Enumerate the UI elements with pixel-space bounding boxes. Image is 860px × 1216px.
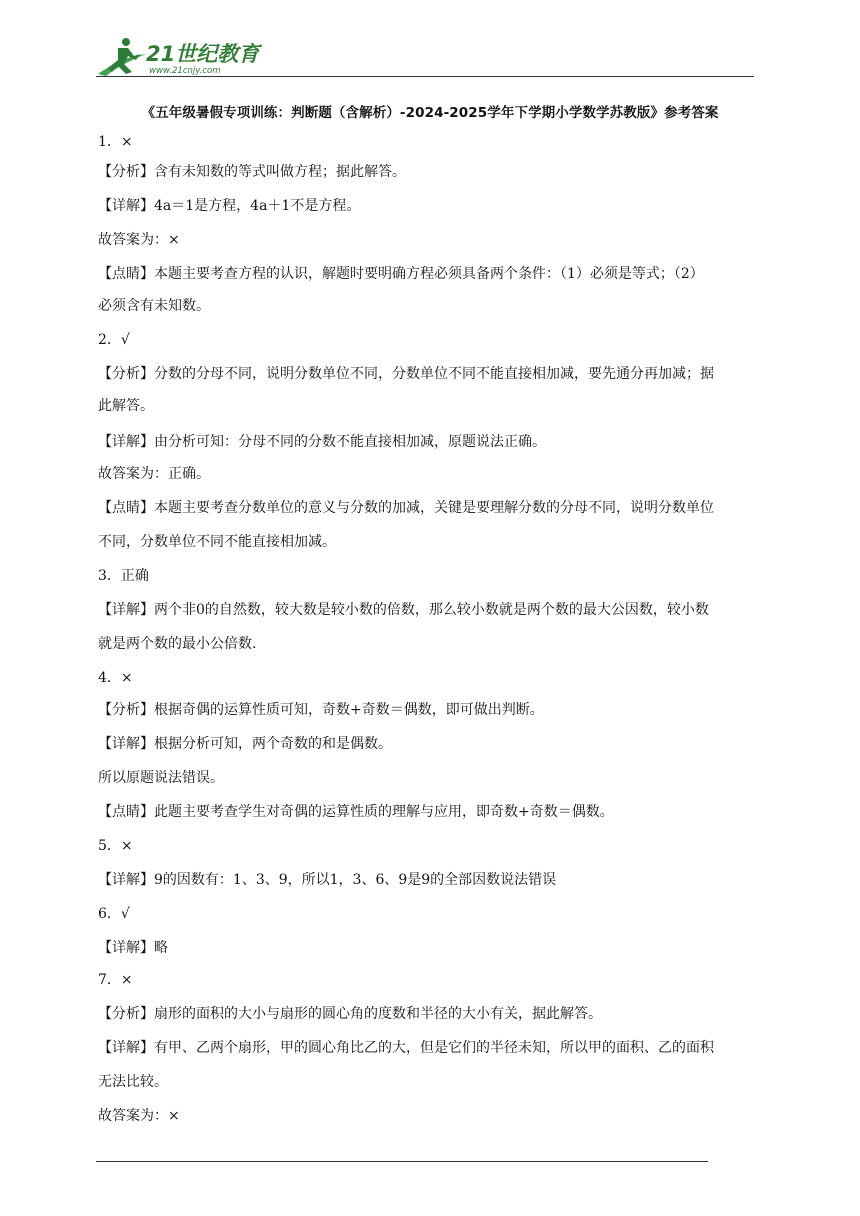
answer-line: 1．× xyxy=(98,134,133,150)
answer-line: 【详解】由分析可知：分母不同的分数不能直接相加减，原题说法正确。 xyxy=(98,434,546,450)
answer-line: 故答案为：× xyxy=(98,232,180,248)
answer-line: 【分析】根据奇偶的运算性质可知，奇数+奇数＝偶数，即可做出判断。 xyxy=(98,702,544,718)
answer-line: 所以原题说法错误。 xyxy=(98,770,224,786)
answer-line: 5．× xyxy=(98,838,133,854)
answer-line: 不同，分数单位不同不能直接相加减。 xyxy=(98,534,336,550)
answer-line: 【分析】分数的分母不同，说明分数单位不同，分数单位不同不能直接相加减，要先通分再加减；据 xyxy=(98,366,714,382)
site-logo xyxy=(92,34,262,78)
answer-line: 【点睛】本题主要考查分数单位的意义与分数的加减，关键是要理解分数的分母不同，说明分数单位 xyxy=(98,500,714,516)
answer-line: 【详解】两个非0的自然数，较大数是较小数的倍数，那么较小数就是两个数的最大公因数，较小数 xyxy=(98,602,709,618)
footer-divider xyxy=(96,1161,708,1162)
document-title: 《五年级暑假专项训练：判断题（含解析）-2024-2025学年下学期小学数学苏教版》参考答案 xyxy=(141,105,719,121)
answer-line: 2．√ xyxy=(98,332,130,348)
header-divider xyxy=(96,76,754,77)
answer-line: 3．正确 xyxy=(98,568,149,584)
runner-icon xyxy=(98,38,146,76)
answer-line: 故答案为：× xyxy=(98,1108,180,1124)
answer-line: 4．× xyxy=(98,670,133,686)
answer-line: 6．√ xyxy=(98,906,130,922)
answer-line: 故答案为：正确。 xyxy=(98,466,210,482)
answer-line: 【详解】根据分析可知，两个奇数的和是偶数。 xyxy=(98,736,392,752)
logo-text: 21世纪教育 xyxy=(146,42,260,66)
answer-line: 【分析】含有未知数的等式叫做方程；据此解答。 xyxy=(98,164,406,180)
answer-line: 就是两个数的最小公倍数. xyxy=(98,636,257,652)
answer-line: 【详解】有甲、乙两个扇形，甲的圆心角比乙的大，但是它们的半径未知，所以甲的面积、乙的面积 xyxy=(98,1040,714,1056)
answer-line: 【详解】4a＝1是方程，4a＋1不是方程。 xyxy=(98,198,361,214)
answer-line: 【点睛】本题主要考查方程的认识，解题时要明确方程必须具备两个条件：（1）必须是等式；（2） xyxy=(98,266,704,282)
answer-line: 【详解】9的因数有：1、3、9，所以1，3、6、9是9的全部因数说法错误 xyxy=(98,872,557,888)
logo-url: www.21cnjy.com xyxy=(149,66,221,76)
answer-line: 必须含有未知数。 xyxy=(98,298,210,314)
answer-line: 【详解】略 xyxy=(98,940,168,956)
answer-line: 【分析】扇形的面积的大小与扇形的圆心角的度数和半径的大小有关，据此解答。 xyxy=(98,1006,602,1022)
answer-line: 无法比较。 xyxy=(98,1074,168,1090)
answer-line: 7．× xyxy=(98,972,133,988)
answer-line: 此解答。 xyxy=(98,398,154,414)
answer-line: 【点睛】此题主要考查学生对奇偶的运算性质的理解与应用，即奇数+奇数＝偶数。 xyxy=(98,804,614,820)
